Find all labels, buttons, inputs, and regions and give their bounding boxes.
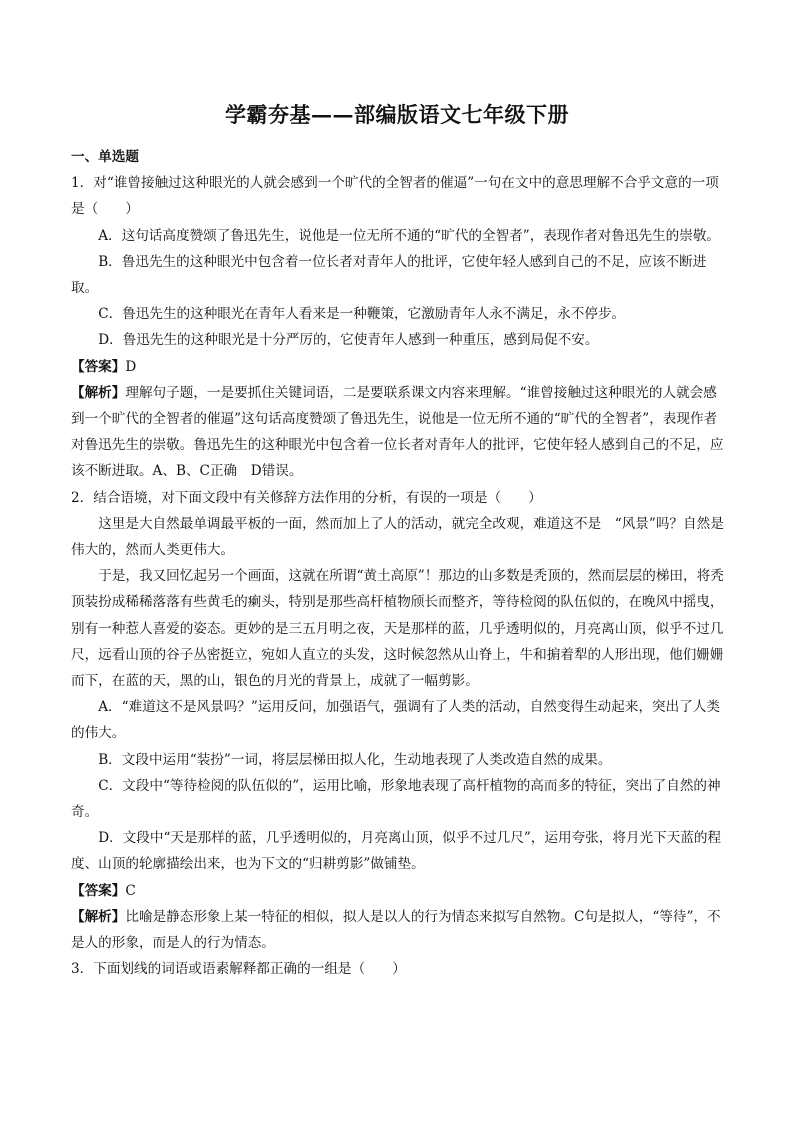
answer-line [71, 354, 725, 380]
question-stem: 1．对“谁曾接触过这种眼光的人就会感到一个旷代的全智者的催逼”一句在文中的意思理解不合乎文意的一项是（ ） [71, 175, 719, 218]
option-a: A．“难道这不是风景吗？”运用反问，加强语气，强调有了人类的活动，自然变得生动起来，突出了人类的伟大。 [71, 699, 721, 742]
option-c: C．鲁迅先生的这种眼光在青年人看来是一种鞭策，它激励青年人永不满足，永不停步。 [98, 306, 626, 323]
question-1 [71, 170, 725, 484]
option-b: B．文段中运用“装扮”一词，将层层梯田拟人化，生动地表现了人类改造自然的成果。 [98, 751, 612, 768]
question-stem: 2．结合语境，对下面文段中有关修辞方法作用的分析，有误的一项是（ ） [71, 489, 542, 506]
answer-label: 【答案】 [71, 882, 126, 899]
answer-value: D [125, 358, 137, 375]
question-3 [71, 956, 725, 982]
analysis-label: 【解析】 [71, 384, 126, 401]
analysis-label: 【解析】 [71, 908, 126, 925]
answer-label: 【答案】 [71, 358, 126, 375]
option-d: D．文段中“天是那样的蓝，几乎透明似的，月亮离山顶，似乎不过几尺”，运用夸张，将月光下天蓝的程度、山顶的轮廓描绘出来，也为下文的“归耕剪影”做铺垫。 [71, 830, 722, 873]
answer-value: C [125, 882, 136, 899]
option-b: B．鲁迅先生的这种眼光中包含着一位长者对青年人的批评，它使年轻人感到自己的不足，应该不断进取。 [71, 253, 707, 297]
answer-line [71, 878, 725, 904]
section-heading: 一、单选题 [71, 149, 139, 165]
question-2 [71, 485, 725, 957]
question-stem: 3．下面划线的词语或语素解释都正确的一组是（ ） [71, 961, 406, 978]
analysis-block [71, 380, 725, 485]
document-body [71, 144, 725, 983]
analysis-block [71, 904, 725, 956]
analysis-text: 比喻是静态形象上某一特征的相似，拟人是以人的行为情态来拟写自然物。C句是拟人，“等待”，不是人的形象，而是人的行为情态。 [71, 908, 721, 952]
option-d: D．鲁迅先生的这种眼光是十分严厉的，它使青年人感到一种重压，感到局促不安。 [98, 332, 599, 349]
passage-paragraph: 于是，我又回忆起另一个画面，这就在所谓“黄土高原”！那边的山多数是秃顶的，然而层层的梯田，将秃顶装扮成稀稀落落有些黄毛的瘌头，特别是那些高杆植物颀长而整齐，等待检阅的队伍似的，在晚风中摇曳，别有一种惹人喜爱的姿态。更妙的是三五月明之夜，天是那样的蓝，几乎透明似的，月亮离山顶，似乎不过几尺，远看山顶的谷子丛密挺立，宛如人直立的头发，这时候忽然从山脊上，牛和掮着犁的人形出现，他们姗姗而下，在蓝的天，黑的山，银色的月光的背景上，成就了一幅剪影。 [71, 568, 724, 690]
option-a: A．这句话高度赞颂了鲁迅先生，说他是一位无所不通的“旷代的全智者”，表现作者对鲁迅先生的崇敬。 [98, 227, 721, 244]
passage-paragraph: 这里是大自然最单调最平板的一面，然而加上了人的活动，就完全改观，难道这不是 “风景”吗？自然是伟大的，然而人类更伟大。 [71, 515, 724, 559]
option-c: C．文段中“等待检阅的队伍似的”，运用比喻，形象地表现了高杆植物的高而多的特征，突出了自然的神奇。 [71, 777, 721, 821]
document-title: 学霸夯基——部编版语文七年级下册 [225, 102, 569, 127]
analysis-text: 理解句子题，一是要抓住关键词语，二是要联系课文内容来理解。“谁曾接触过这种眼光的人就会感到一个旷代的全智者的催逼”这句话高度赞颂了鲁迅先生，说他是一位无所不通的“旷代的全智者”，表现作者对鲁迅先生的崇敬。鲁迅先生的这种眼光中包含着一位长者对青年人的批评，它使年轻人感到自己的不足，应该不断进取。A、B、C正确 D错误。 [71, 384, 724, 480]
